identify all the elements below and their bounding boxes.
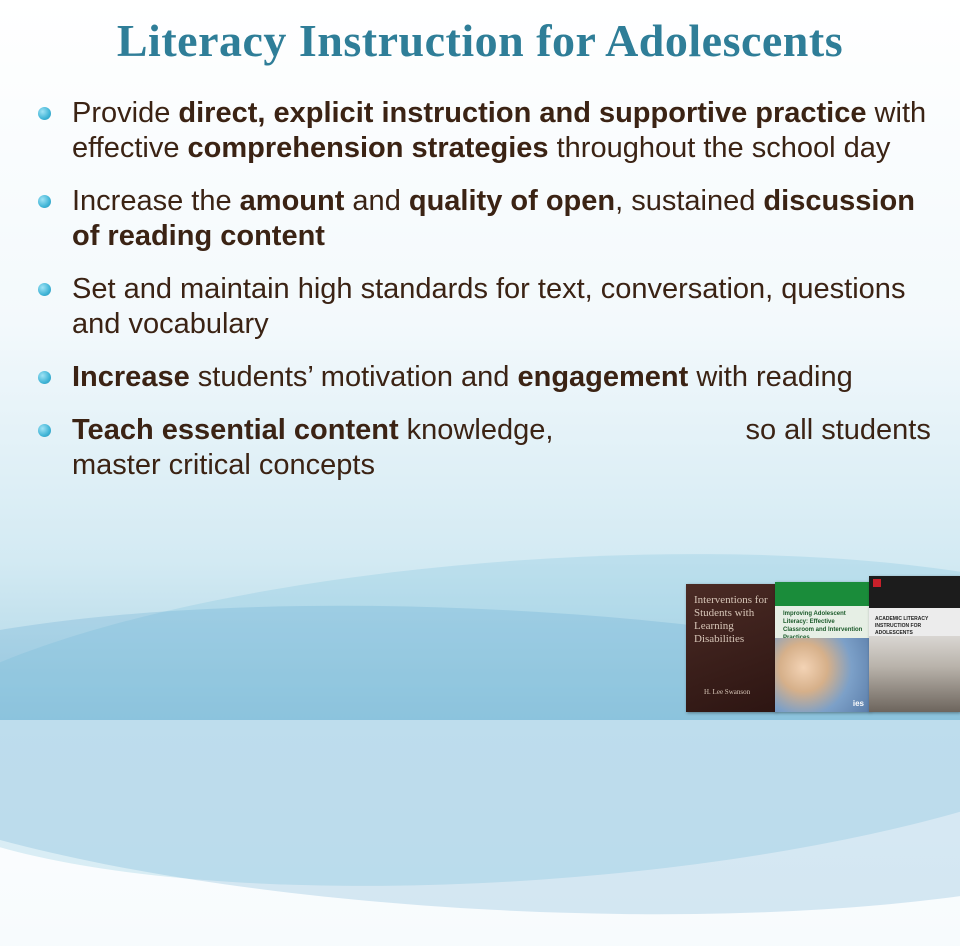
book-photo (869, 636, 960, 712)
bullet-list (34, 96, 934, 501)
bullet-text: knowledge, (398, 414, 562, 446)
bullet-text: , sustained (615, 185, 764, 217)
slide-title: Literacy Instruction for Adolescents (116, 15, 844, 66)
bullet-text: so all students master critical concepts (72, 414, 931, 481)
bullet-text-bold: engagement (517, 361, 689, 393)
background-wave (0, 515, 960, 925)
bullet-text-bold: discussion of reading content (72, 185, 915, 252)
book-author: H. Lee Swanson (704, 688, 751, 696)
bullet-text: Increase the (72, 185, 240, 217)
book-title: ACADEMIC LITERACY INSTRUCTION FOR ADOLESCENTS (875, 616, 929, 636)
bullet-item (34, 96, 934, 166)
book-title: Improving Adolescent Literacy: Effective Classroom and Intervention (783, 611, 863, 633)
bullet-item (34, 184, 934, 254)
publisher-mark (873, 579, 881, 587)
bullet-item (34, 360, 934, 395)
bullet-text: and (344, 185, 409, 217)
bullet-text: Set and maintain high standards for text, conversation, questions and vocabulary (72, 273, 906, 340)
bullet-dot-icon (38, 195, 51, 208)
bullet-text-bold: amount (239, 185, 345, 217)
bullet-dot-icon (38, 424, 51, 437)
bullet-text: students’ motivation and (189, 361, 518, 393)
book-cover-academic-literacy (869, 576, 960, 712)
bullet-text-bold: quality of open (408, 185, 616, 217)
bullet-text: Provide (72, 97, 179, 129)
book-cover-interventions (686, 584, 776, 712)
bullet-dot-icon (38, 283, 51, 296)
bullet-text: with effective (72, 97, 927, 164)
bullet-text: with reading (688, 361, 853, 393)
bullet-dot-icon (38, 371, 51, 384)
bullet-text-bold: Increase (72, 361, 190, 393)
book-title: Interventions for Students with Learning Disabilities (694, 594, 768, 645)
bullet-item (34, 413, 934, 483)
book-cover-improving-literacy (775, 582, 870, 712)
book-header-band (869, 576, 960, 608)
bullet-text-bold: comprehension strategies (187, 132, 549, 164)
bullet-dot-icon (38, 107, 51, 120)
book-header-band (775, 582, 870, 606)
bullet-text-bold: direct, explicit instruction and supportive practice (178, 97, 867, 129)
bullet-item (34, 272, 934, 342)
bullet-text: throughout the school day (548, 132, 891, 164)
ies-logo: ies (852, 699, 864, 708)
bullet-text-bold: Teach essential content (72, 414, 399, 446)
